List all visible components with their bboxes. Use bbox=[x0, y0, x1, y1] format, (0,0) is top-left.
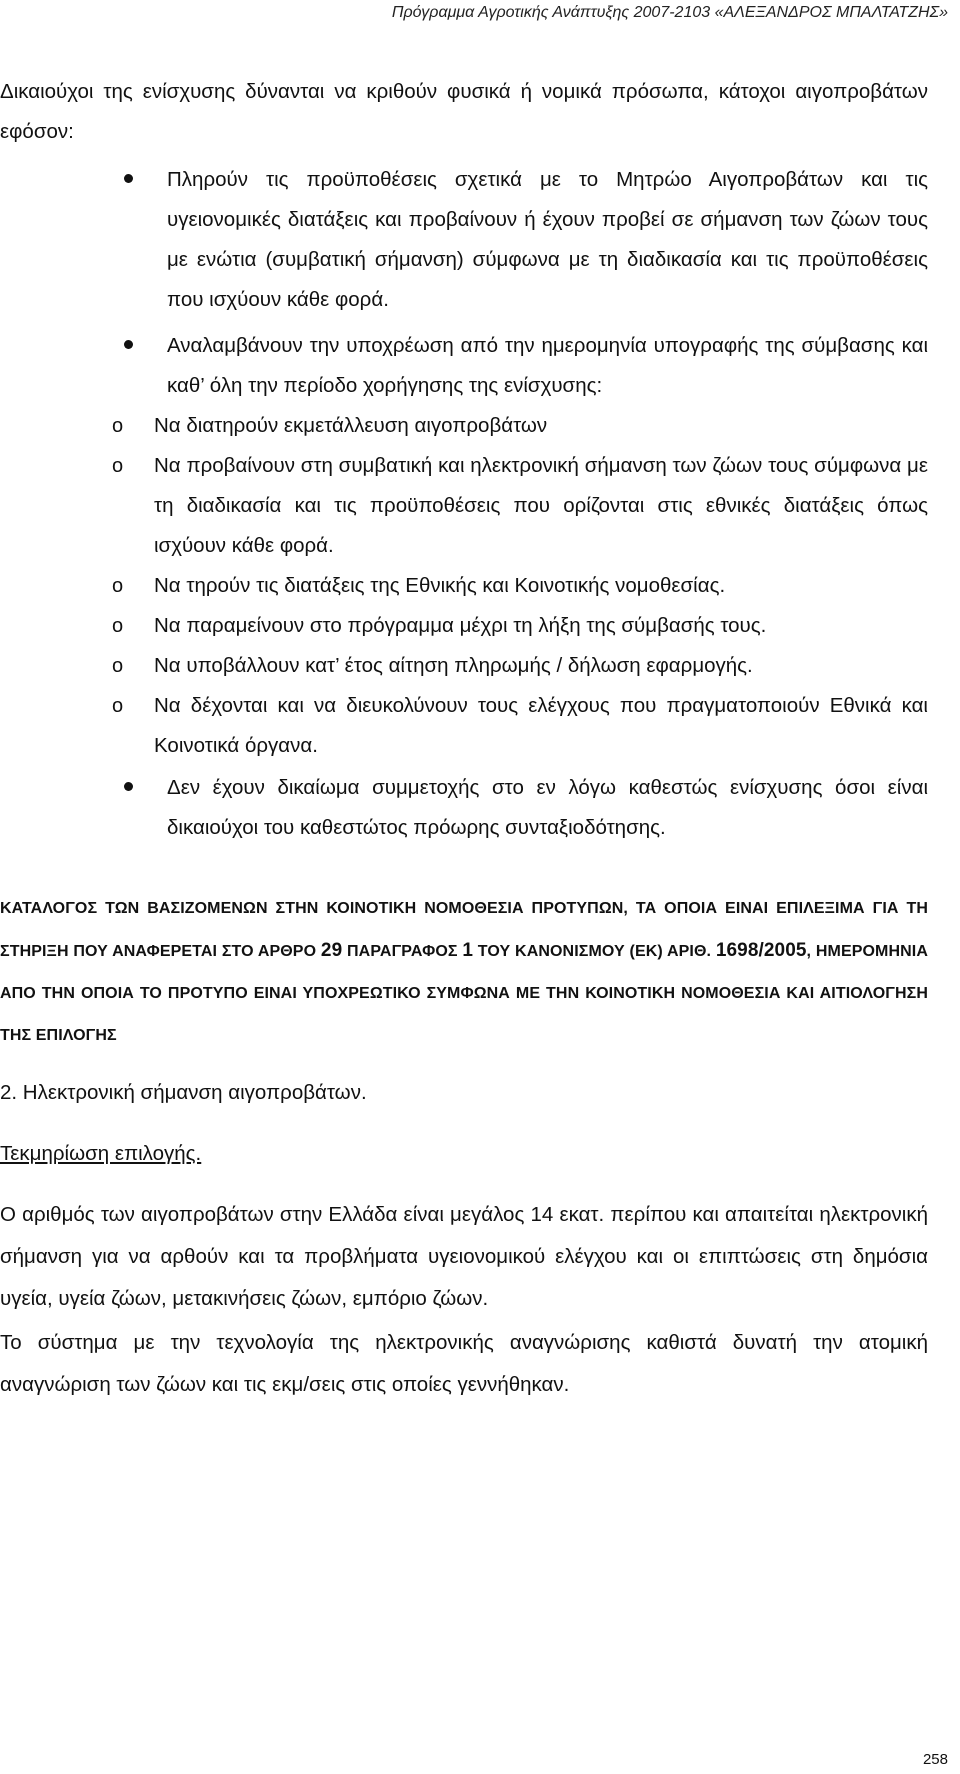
sub-bullet-text: Να τηρούν τις διατάξεις της Εθνικής και Κοινοτικής νομοθεσίας. bbox=[154, 574, 726, 597]
circle-bullet-icon: o bbox=[112, 455, 124, 477]
circle-bullet-icon: o bbox=[112, 615, 124, 637]
sub-bullet-text: Να προβαίνουν στη συμβατική και ηλεκτρονική σήμανση των ζώων τους σύμφωνα με τη διαδικασία και τις προϋποθέσεις που ορίζονται στις εθνικές διατάξεις όπως ισχύουν κάθε φορά. bbox=[154, 454, 928, 557]
bullet-item bbox=[0, 326, 928, 406]
catalog-heading-part: , ΗΜΕΡΟΜΗΝΙΑ ΑΠΟ ΤΗΝ ΟΠΟΙΑ ΤΟ ΠΡΟΤΥΠΟ ΕΙΝΑΙ ΥΠΟΧΡΕΩΤΙΚΟ ΣΥΜΦΩΝΑ ΜΕ ΤΗΝ ΚΟΙΝΟΤΙΚΗ ΝΟΜΟΘΕΣΙΑ ΚΑΙ ΑΙΤΙΟΛΟΓΗΣΗ ΤΗΣ ΕΠΙΛΟΓΗΣ bbox=[0, 943, 928, 1044]
justification-label: Τεκμηρίωση επιλογής. bbox=[0, 1141, 202, 1165]
sub-bullet-text: Να δέχονται και να διευκολύνουν τους ελέγχους που πραγματοποιούν Εθνικά και Κοινοτικά όργανα. bbox=[154, 694, 928, 757]
sub-bullet-item bbox=[0, 606, 928, 646]
article-number: 29 bbox=[320, 940, 343, 961]
circle-bullet-icon: o bbox=[112, 575, 124, 597]
bullet-text: Αναλαμβάνουν την υποχρέωση από την ημερομηνία υπογραφής της σύμβασης και καθ’ όλη την περίοδο χορήγησης της ενίσχυσης: bbox=[167, 334, 928, 397]
sub-bullet-item bbox=[0, 406, 928, 446]
sub-bullet-item bbox=[0, 646, 928, 686]
intro-paragraph: Δικαιούχοι της ενίσχυσης δύνανται να κριθούν φυσικά ή νομικά πρόσωπα, κάτοχοι αιγοπροβάτων εφόσον: bbox=[0, 80, 928, 143]
circle-bullet-icon: o bbox=[112, 415, 124, 437]
regulation-number: 1698/2005 bbox=[715, 940, 807, 961]
body-paragraph: Το σύστημα με την τεχνολογία της ηλεκτρονικής αναγνώρισης καθιστά δυνατή την ατομική αναγνώριση των ζώων και τις εκμ/σεις στις οποίες γεννήθηκαν. bbox=[0, 1331, 928, 1396]
page-number: 258 bbox=[922, 1751, 948, 1768]
sub-bullet-text: Να διατηρούν εκμετάλλευση αιγοπροβάτων bbox=[154, 414, 548, 437]
catalog-heading-part: ΚΑΤΑΛΟΓΟΣ ΤΩΝ ΒΑΣΙΖΟΜΕΝΩΝ ΣΤΗΝ ΚΟΙΝΟΤΙΚΗ ΝΟΜΟΘΕΣΙΑ ΠΡΟΤΥΠΩΝ, ΤΑ ΟΠΟΙΑ ΕΙΝΑΙ ΕΠΙΛΕΞΙΜΑ ΓΙΑ ΤΗ ΣΤΗΡΙΞΗ ΠΟΥ ΑΝΑΦΕΡΕΤΑΙ ΣΤΟ ΑΡΘΡΟ bbox=[0, 900, 928, 960]
sub-bullet-item bbox=[0, 566, 928, 606]
bullet-text: Δεν έχουν δικαίωμα συμμετοχής στο εν λόγω καθεστώς ενίσχυσης όσοι είναι δικαιούχοι του καθεστώτος πρόωρης συνταξιοδότησης. bbox=[167, 776, 928, 839]
sub-bullet-item bbox=[0, 686, 928, 766]
bullet-item bbox=[0, 768, 928, 848]
sub-bullet-text: Να υποβάλλουν κατ’ έτος αίτηση πληρωμής / δήλωση εφαρμογής. bbox=[154, 654, 753, 677]
catalog-heading-part: ΠΑΡΑΓΡΑΦΟΣ bbox=[342, 943, 463, 960]
running-header: Πρόγραμμα Αγροτικής Ανάπτυξης 2007-2103 «ΑΛΕΞΑΝΔΡΟΣ ΜΠΑΛΤΑΤΖΗΣ» bbox=[391, 4, 948, 21]
bullet-dot-icon bbox=[124, 174, 133, 183]
bullet-dot-icon bbox=[124, 340, 133, 349]
catalog-heading-part: ΤΟΥ ΚΑΝΟΝΙΣΜΟΥ (ΕΚ) ΑΡΙΘ. bbox=[473, 943, 716, 960]
bullet-dot-icon bbox=[124, 782, 133, 791]
body-paragraph: Ο αριθμός των αιγοπροβάτων στην Ελλάδα είναι μεγάλος 14 εκατ. περίπου και απαιτείται ηλεκτρονική σήμανση για να αρθούν και τα προβλήματα υγειονομικού ελέγχου και οι επιπτώσεις στη δημόσια υγεία, υγεία ζώων, μετακινήσεις ζώων, εμπόριο ζώων. bbox=[0, 1203, 928, 1310]
catalog-heading bbox=[0, 888, 928, 1057]
sub-bullet-item bbox=[0, 446, 928, 566]
bullet-item bbox=[0, 160, 928, 320]
section-item: 2. Ηλεκτρονική σήμανση αιγοπροβάτων. bbox=[0, 1081, 367, 1104]
bullet-text: Πληρούν τις προϋποθέσεις σχετικά με το Μητρώο Αιγοπροβάτων και τις υγειονομικές διατάξεις και προβαίνουν ή έχουν προβεί σε σήμανση των ζώων τους με ενώτια (συμβατική σήμανση) σύμφωνα με τη διαδικασία και τις προϋποθέσεις που ισχύουν κάθε φορά. bbox=[167, 168, 928, 311]
sub-bullet-text: Να παραμείνουν στο πρόγραμμα μέχρι τη λήξη της σύμβασής τους. bbox=[154, 614, 767, 637]
paragraph-number: 1 bbox=[462, 940, 474, 961]
page-content bbox=[0, 72, 940, 1406]
circle-bullet-icon: o bbox=[112, 695, 124, 717]
circle-bullet-icon: o bbox=[112, 655, 124, 677]
